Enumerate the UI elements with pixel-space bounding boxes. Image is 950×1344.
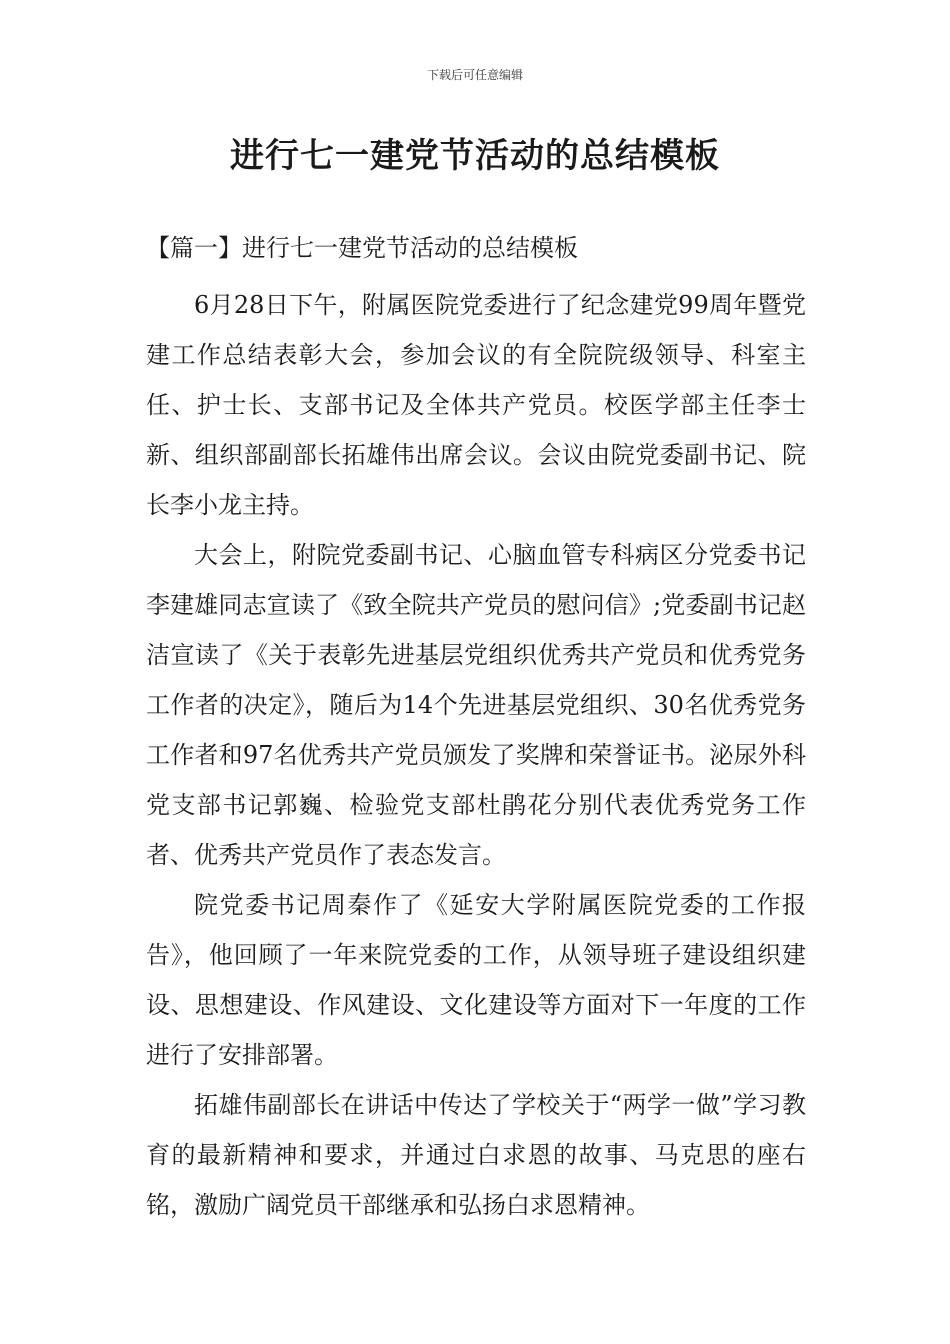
- paragraph-3: 院党委书记周秦作了《延安大学附属医院党委的工作报告》，他回顾了一年来院党委的工作，从领导班子建设组织建设、思想建设、作风建设、文化建设等方面对下一年度的工作进行了安排部署。: [146, 891, 806, 1069]
- download-note: 下载后可任意编辑: [426, 68, 523, 82]
- section-heading: 【篇一】进行七一建党节活动的总结模板: [146, 234, 578, 262]
- document-body: [146, 230, 806, 1230]
- document-title: 进行七一建党节活动的总结模板: [230, 136, 720, 176]
- paragraph-4: 拓雄伟副部长在讲话中传达了学校关于“两学一做”学习教育的最新精神和要求，并通过白求恩的故事、马克思的座右铭，激励广阔党员干部继承和弘扬白求恩精神。: [146, 1091, 806, 1219]
- paragraph-1: 6月28日下午，附属医院党委进行了纪念建党99周年暨党建工作总结表彰大会，参加会议的有全院院级领导、科室主任、护士长、支部书记及全体共产党员。校医学部主任李士新、组织部副部长拓雄伟出席会议。会议由院党委副书记、院长李小龙主持。: [146, 291, 806, 519]
- paragraph-2: 大会上，附院党委副书记、心脑血管专科病区分党委书记李建雄同志宣读了《致全院共产党员的慰问信》;党委副书记赵洁宣读了《关于表彰先进基层党组织优秀共产党员和优秀党务工作者的决定》，随后为14个先进基层党组织、30名优秀党务工作者和97名优秀共产党员颁发了奖牌和荣誉证书。泌尿外科党支部书记郭巍、检验党支部杜鹃花分别代表优秀党务工作者、优秀共产党员作了表态发言。: [146, 541, 806, 869]
